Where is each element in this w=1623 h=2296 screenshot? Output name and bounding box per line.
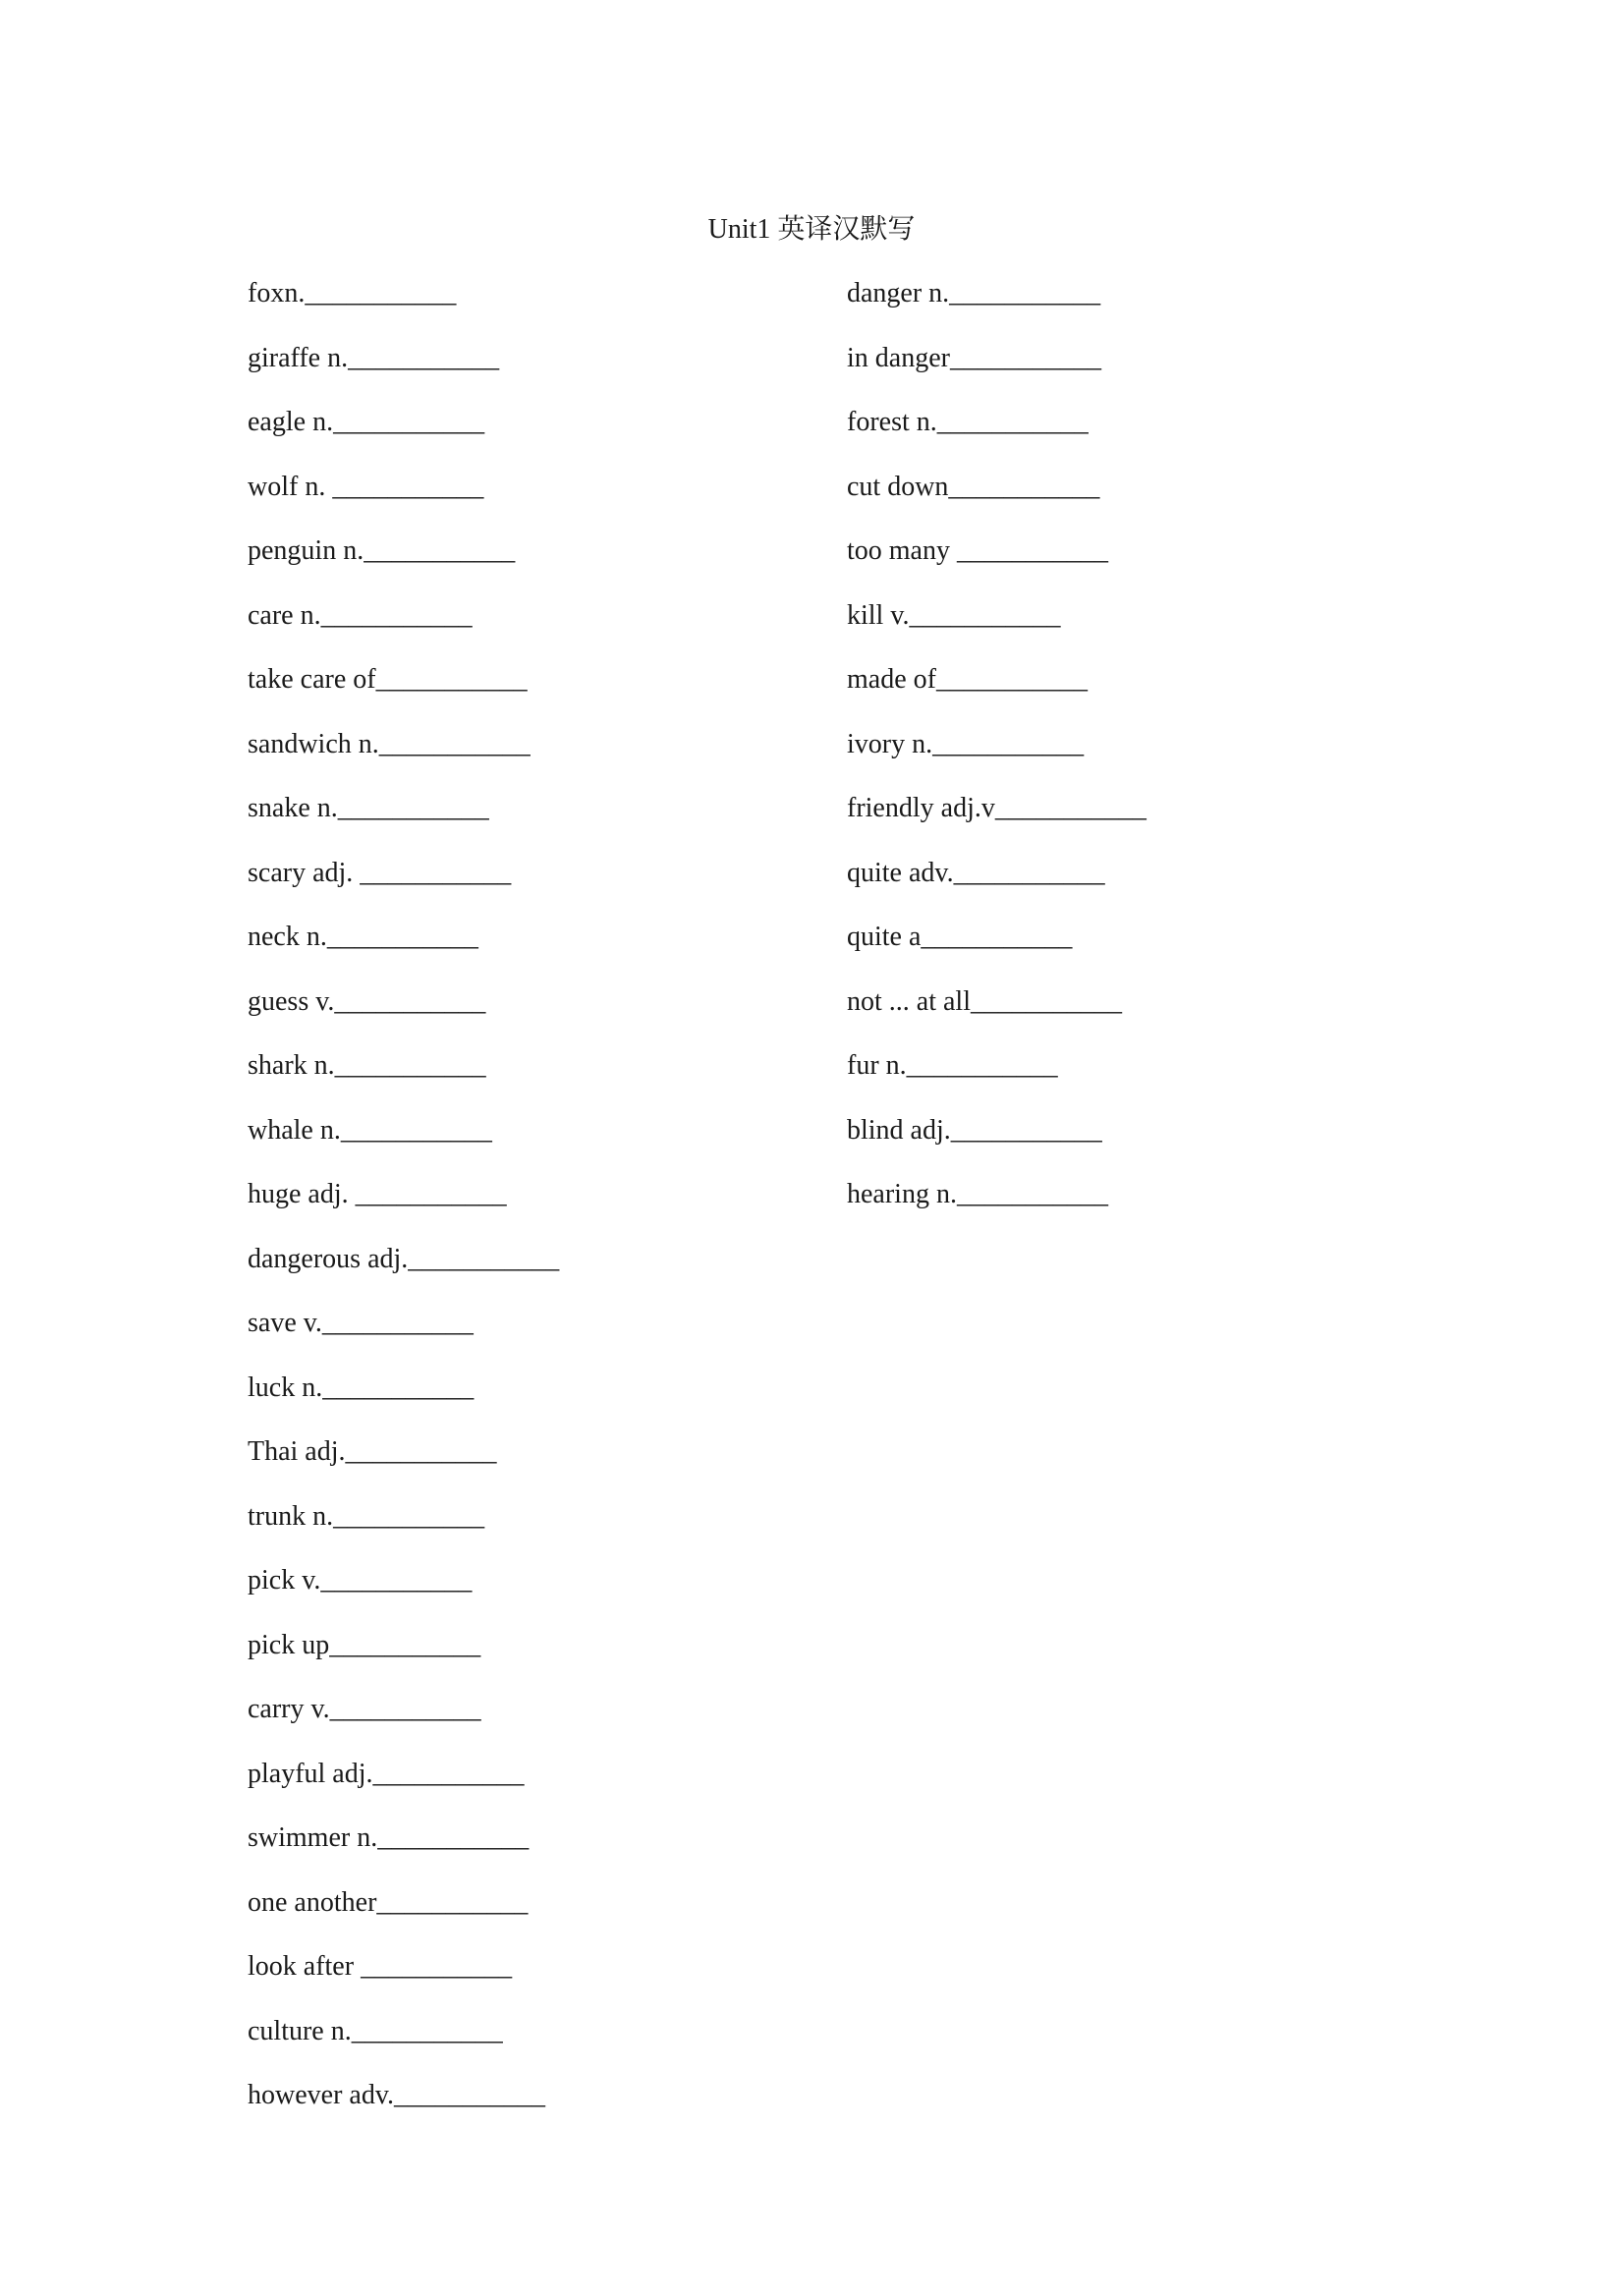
vocab-item: quite adv.___________ [847, 857, 1105, 888]
vocab-item: hearing n.___________ [847, 1179, 1108, 1209]
vocab-item: whale n.___________ [248, 1114, 492, 1146]
vocab-item: look after ___________ [248, 1951, 513, 1982]
vocab-item: huge adj. ___________ [248, 1179, 507, 1209]
vocab-item: blind adj.___________ [847, 1114, 1102, 1146]
vocab-item: snake n.___________ [248, 793, 489, 823]
vocab-item: made of___________ [847, 664, 1088, 695]
vocab-column-right [847, 274, 1147, 1240]
vocab-item: sandwich n.___________ [248, 728, 531, 759]
vocab-item: one another___________ [248, 1886, 529, 1918]
vocab-item: danger n.___________ [847, 278, 1101, 308]
vocab-item: care n.___________ [248, 599, 473, 631]
vocab-item: shark n.___________ [248, 1050, 486, 1081]
vocab-item: forest n.___________ [847, 407, 1089, 437]
vocab-item: not ... at all___________ [847, 985, 1122, 1017]
vocab-item: take care of___________ [248, 664, 528, 695]
vocab-item: save v.___________ [248, 1308, 474, 1338]
vocab-item: carry v.___________ [248, 1694, 481, 1724]
vocab-item: in danger___________ [847, 342, 1101, 373]
worksheet-title: Unit1 英译汉默写 [707, 214, 916, 245]
vocab-item: culture n.___________ [248, 2015, 503, 2046]
vocab-item: penguin n.___________ [248, 535, 516, 566]
vocab-item: however adv.___________ [248, 2080, 546, 2110]
vocab-item: scary adj. ___________ [248, 857, 512, 888]
vocab-item: giraffe n.___________ [248, 342, 500, 373]
vocab-item: quite a___________ [847, 922, 1073, 952]
vocab-item: swimmer n.___________ [248, 1822, 530, 1853]
vocab-item: cut down___________ [847, 471, 1100, 502]
vocab-item: eagle n.___________ [248, 407, 485, 437]
vocab-item: pick up___________ [248, 1629, 481, 1660]
vocab-item: ivory n.___________ [847, 728, 1085, 759]
vocab-item: trunk n.___________ [248, 1500, 485, 1532]
vocab-item: guess v.___________ [248, 985, 486, 1017]
vocab-item: kill v.___________ [847, 599, 1061, 631]
vocab-item: Thai adj.___________ [248, 1436, 497, 1467]
vocab-item: too many ___________ [847, 535, 1108, 566]
vocab-column-left [248, 274, 559, 2141]
vocab-item: dangerous adj.___________ [248, 1243, 560, 1274]
vocab-item: foxn.___________ [248, 278, 457, 308]
vocab-item: neck n.___________ [248, 922, 478, 952]
vocab-item: fur n.___________ [847, 1050, 1058, 1081]
vocab-item: wolf n. ___________ [248, 471, 484, 502]
vocab-item: playful adj.___________ [248, 1758, 525, 1789]
vocab-item: friendly adj.v___________ [847, 793, 1147, 823]
vocab-item: pick v.___________ [248, 1565, 473, 1596]
vocab-item: luck n.___________ [248, 1372, 475, 1403]
